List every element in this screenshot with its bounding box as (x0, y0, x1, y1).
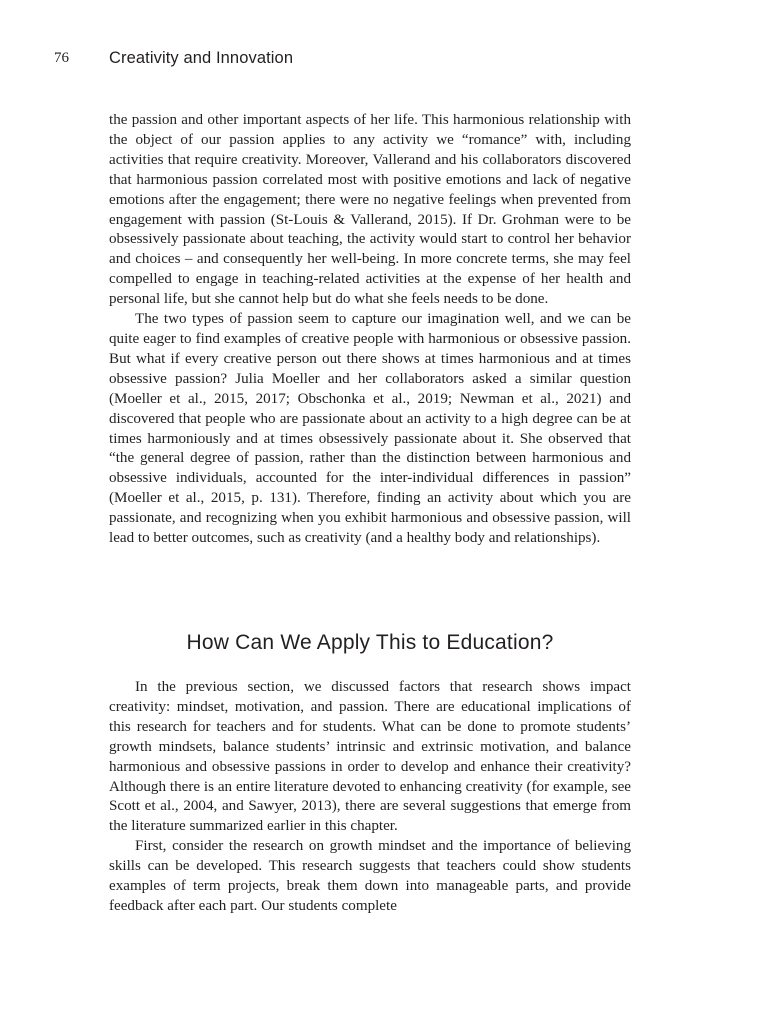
section-heading: How Can We Apply This to Education? (186, 631, 554, 654)
paragraph-previous-section: In the previous section, we discussed factors that research shows impact creativity: mindset, motivation, and passion. There are educational implications of this research for teachers and for students. What can be done to promote students’ growth mindsets, balance students’ intrinsic and extrinsic motivation, and balance harmonious and obsessive passions in order to develop and enhance their creativity? Although there is an entire literature devoted to enhancing creativity (for example, see Scott et al., 2004, and Sawyer, 2013), there are several suggestions that emerge from the literature summarized earlier in this chapter. (109, 679, 631, 835)
text-block-lower (109, 678, 631, 917)
paragraph-continued: the passion and other important aspects of her life. This harmonious relationship with the object of our passion applies to any activity we “romance” with, including activities that require creativity. Moreover, Vallerand and his collaborators discovered that harmonious passion correlated most with positive emotions and lack of negative emotions after the engagement; there were no negative feelings when prevented from engagement with passion (St-Louis & Vallerand, 2015). If Dr. Grohman were to be obsessively passionate about teaching, the activity would start to control her behavior and choices – and consequently her well-being. In more concrete terms, she may feel compelled to engage in teaching-related activities at the expense of her health and personal life, but she cannot help but do what she feels needs to be done. (109, 112, 631, 308)
paragraph-first-consider: First, consider the research on growth mindset and the importance of believing skills can be developed. This research suggests that teachers could show students examples of term projects, break them down into manageable parts, and provide feedback after each part. Our students complete (109, 838, 631, 914)
paragraph-two-types-of-passion: The two types of passion seem to capture our imagination well, and we can be quite eager to find examples of creative people with harmonious or obsessive passion. But what if every creative person out there shows at times harmonious and at times obsessive passion? Julia Moeller and her collaborators asked a similar question (Moeller et al., 2015, 2017; Obschonka et al., 2019; Newman et al., 2021) and discovered that people who are passionate about an activity to a high degree can be at times harmoniously and at times obsessively passionate about it. She observed that “the general degree of passion, rather than the distinction between harmonious and obsessive individuals, accounted for the inter-individual differences in passion” (Moeller et al., 2015, p. 131). Therefore, finding an activity about which you are passionate, and recognizing when you exhibit harmonious and obsessive passion, will lead to better outcomes, such as creativity (and a healthy body and relationships). (109, 311, 631, 547)
page-number: 76 (54, 50, 69, 66)
text-block-upper (109, 111, 631, 549)
running-head-title: Creativity and Innovation (109, 49, 294, 67)
